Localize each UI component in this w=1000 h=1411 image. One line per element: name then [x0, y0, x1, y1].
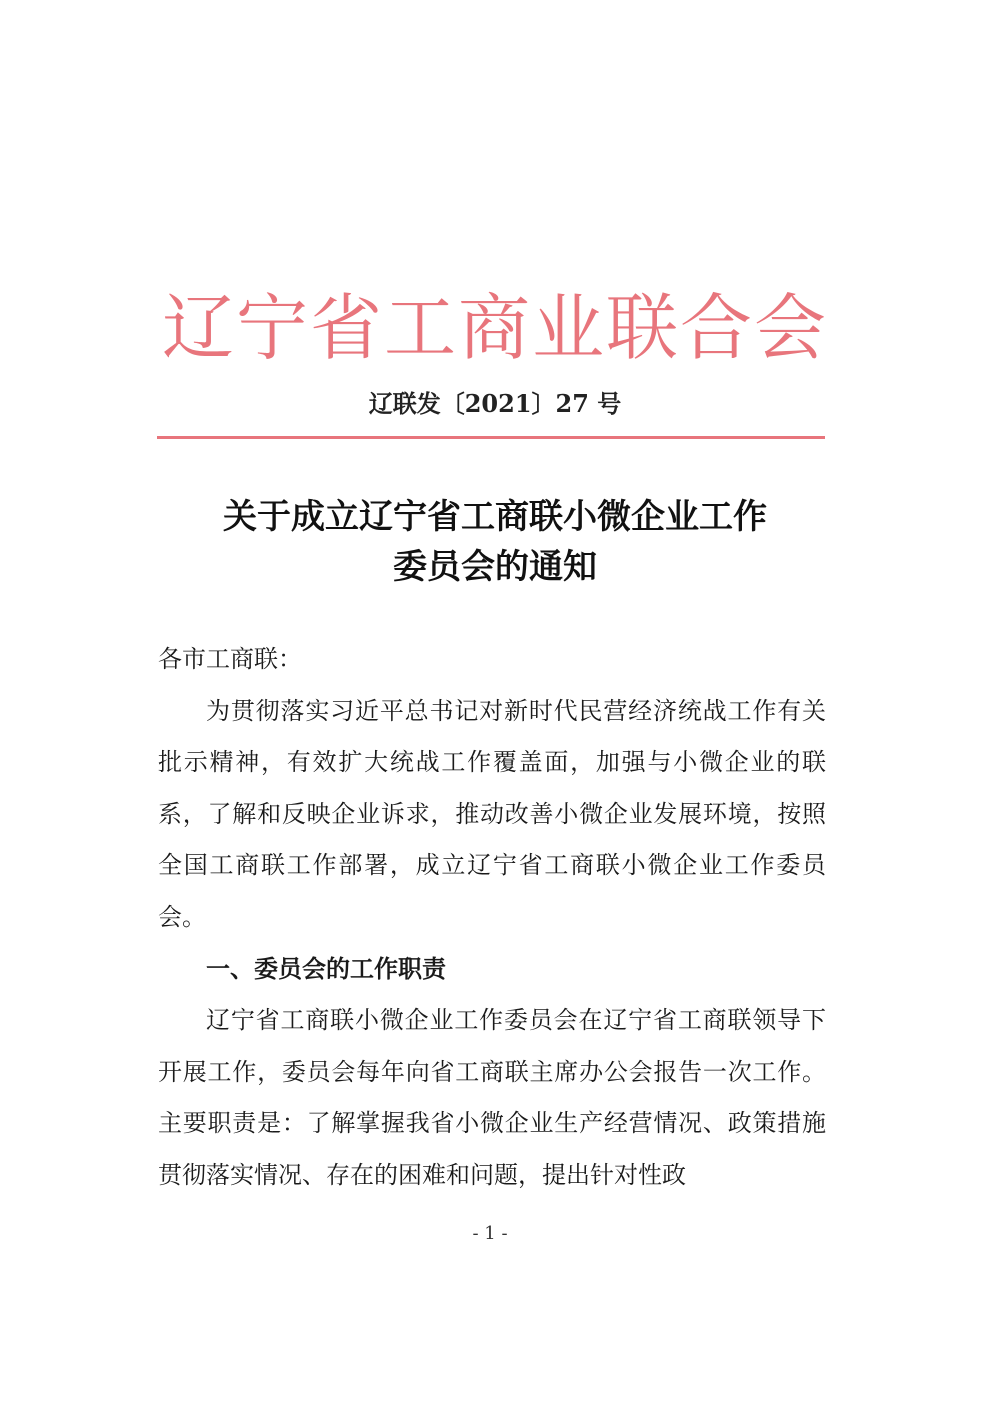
notice-body: [158, 634, 826, 1202]
red-separator-line: [157, 436, 825, 439]
notice-title: [150, 492, 840, 592]
section-heading-duties: 一、委员会的工作职责: [206, 954, 446, 983]
body-paragraph-1: 为贯彻落实习近平总书记对新时代民营经济统战工作有关批示精神，有效扩大统战工作覆盖面，加强与小微企业的联系，了解和反映企业诉求，推动改善小微企业发展环境，按照全国工商联工作部署，成立辽宁省工商联小微企业工作委员会。: [158, 696, 826, 931]
body-paragraph-2: 辽宁省工商联小微企业工作委员会在辽宁省工商联领导下开展工作，委员会每年向省工商联主席办公会报告一次工作。主要职责是：了解掌握我省小微企业生产经营情况、政策措施贯彻落实情况、存在的困难和问题，提出针对性政: [158, 1006, 826, 1189]
page-number: - 1 -: [472, 1223, 508, 1244]
organization-header-title: 辽宁省工商业联合会: [161, 286, 828, 370]
salutation: 各市工商联：: [158, 645, 302, 673]
notice-title-line-2: 委员会的通知: [393, 547, 597, 587]
document-number: 辽联发〔2021〕27 号: [368, 389, 622, 418]
notice-title-line-1: 关于成立辽宁省工商联小微企业工作: [223, 497, 767, 537]
